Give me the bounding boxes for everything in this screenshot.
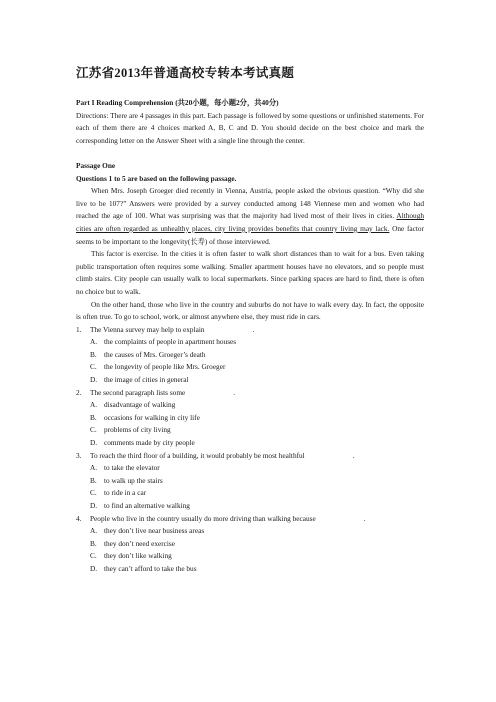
option-text: they don’t live near business areas bbox=[104, 526, 205, 536]
option bbox=[76, 374, 424, 387]
option bbox=[76, 487, 424, 500]
answer-blank bbox=[185, 387, 236, 400]
option bbox=[76, 412, 424, 425]
option-letter: A. bbox=[90, 463, 98, 473]
option bbox=[76, 462, 424, 475]
option-letter: C. bbox=[90, 551, 97, 561]
option-letter: C. bbox=[90, 362, 97, 372]
option bbox=[76, 525, 424, 538]
question bbox=[76, 450, 424, 513]
question-text: The Vienna survey may help to explain bbox=[90, 324, 205, 334]
option-letter: B. bbox=[90, 349, 97, 359]
option-text: problems of city living bbox=[104, 425, 171, 435]
option-text: the longevity of people like Mrs. Groeger bbox=[104, 362, 226, 372]
page-title: 江苏省2013年普通高校专转本考试真题 bbox=[76, 66, 295, 80]
option bbox=[76, 336, 424, 349]
option-text: they can’t afford to take the bus bbox=[104, 563, 197, 573]
option bbox=[76, 437, 424, 450]
question-number: 1. bbox=[76, 324, 82, 334]
option bbox=[76, 424, 424, 437]
option-text: comments made by city people bbox=[104, 438, 195, 448]
option-letter: D. bbox=[90, 563, 98, 573]
option-text: occasions for walking in city life bbox=[104, 412, 200, 422]
option-letter: B. bbox=[90, 538, 97, 548]
option-letter: D. bbox=[90, 438, 98, 448]
question-number: 3. bbox=[76, 450, 82, 460]
question-end: . bbox=[252, 324, 255, 334]
passage-paragraph-2: This factor is exercise. In the cities it is often faster to walk short distances than to wait for a bus. Even taking public transportation often requires some walking. Smaller apartment houses have no elevators, and so people must climb stairs. City people can usually walk to local supermarkets. Since parking spaces are hard to find, there is often no choice but to walk. bbox=[76, 249, 424, 296]
answer-blank bbox=[205, 324, 253, 337]
question-list bbox=[76, 324, 424, 576]
exam-content bbox=[76, 97, 424, 576]
question-text: To reach the third floor of a building, it would probably be most healthful bbox=[90, 450, 305, 460]
question-text: People who live in the country usually do more driving than walking because bbox=[90, 513, 316, 523]
option-letter: C. bbox=[90, 488, 97, 498]
option-text: they don’t need exercise bbox=[104, 538, 175, 548]
option-letter: D. bbox=[90, 501, 98, 510]
option-text: disadvantage of walking bbox=[104, 400, 176, 410]
question bbox=[76, 513, 424, 576]
option-letter: D. bbox=[90, 375, 98, 385]
option-letter: C. bbox=[90, 425, 97, 435]
question bbox=[76, 387, 424, 450]
question-end: . bbox=[363, 513, 366, 523]
option-text: they don’t like walking bbox=[104, 551, 172, 561]
option-text: to walk up the stairs bbox=[104, 475, 163, 485]
question-number: 2. bbox=[76, 387, 82, 397]
answer-blank bbox=[316, 513, 364, 526]
option-letter: B. bbox=[90, 475, 97, 485]
question-end: . bbox=[352, 450, 355, 460]
option bbox=[76, 538, 424, 551]
spacer bbox=[76, 147, 424, 160]
option-text: the complaints of people in apartment houses bbox=[104, 337, 237, 347]
paragraph-1-text-a: When Mrs. Joseph Groeger died recently in Vienna, Austria, people asked the obvious question. “Why did she live to be 107?” Answers were provided by a survey conducted among 148 Viennese men and women who had reached the age of 100. What was surprising was that the majority had lived most of their lives in cities. bbox=[76, 186, 424, 221]
option bbox=[76, 563, 424, 576]
question-stem bbox=[76, 450, 424, 463]
question bbox=[76, 324, 424, 387]
passage-paragraph-1 bbox=[76, 185, 424, 248]
directions: Directions: There are 4 passages in this part. Each passage is followed by some questions or unfinished statements. For each of them there are 4 choices marked A, B, C and D. You should decide on the best choice and mark the corresponding letter on the Answer Sheet with a single line through the center. bbox=[76, 110, 424, 145]
question-stem bbox=[76, 387, 424, 400]
passage-paragraph-3: On the other hand, those who live in the country and suburbs do not have to walk every day. In fact, the opposite is often true. To go to school, work, or almost anywhere else, they must ride in cars. bbox=[76, 299, 424, 322]
option bbox=[76, 550, 424, 563]
option bbox=[76, 361, 424, 374]
option-text: the image of cities in general bbox=[104, 375, 189, 385]
paragraph-1-text-b: One factor seems to be important to the longevity(长寿) of those interviewed. bbox=[76, 223, 424, 246]
question-stem bbox=[76, 324, 424, 337]
option-text: to take the elevator bbox=[104, 463, 160, 473]
question-stem bbox=[76, 513, 424, 526]
answer-blank bbox=[305, 450, 353, 463]
paragraph-1-underlined-sentence: Although cities are often regarded as unhealthy places, city living provides benefits that country living may lack. bbox=[76, 211, 424, 233]
question-number: 4. bbox=[76, 513, 82, 523]
option bbox=[76, 349, 424, 362]
option-text: to find an alternative walking bbox=[104, 501, 190, 510]
option-letter: B. bbox=[90, 412, 97, 422]
question-end: . bbox=[233, 387, 236, 397]
option bbox=[76, 500, 424, 513]
passage-instruction: Questions 1 to 5 are based on the following passage. bbox=[76, 173, 237, 183]
option-letter: A. bbox=[90, 526, 98, 536]
part-heading: Part I Reading Comprehension (共20小题，每小题2分，共40分) bbox=[76, 98, 279, 107]
option-text: the causes of Mrs. Groeger’s death bbox=[104, 349, 206, 359]
option-text: to ride in a car bbox=[104, 488, 147, 498]
option bbox=[76, 399, 424, 412]
passage-heading: Passage One bbox=[76, 160, 116, 170]
option-letter: A. bbox=[90, 337, 98, 347]
question-text: The second paragraph lists some bbox=[90, 387, 186, 397]
option bbox=[76, 475, 424, 488]
option-letter: A. bbox=[90, 400, 98, 410]
